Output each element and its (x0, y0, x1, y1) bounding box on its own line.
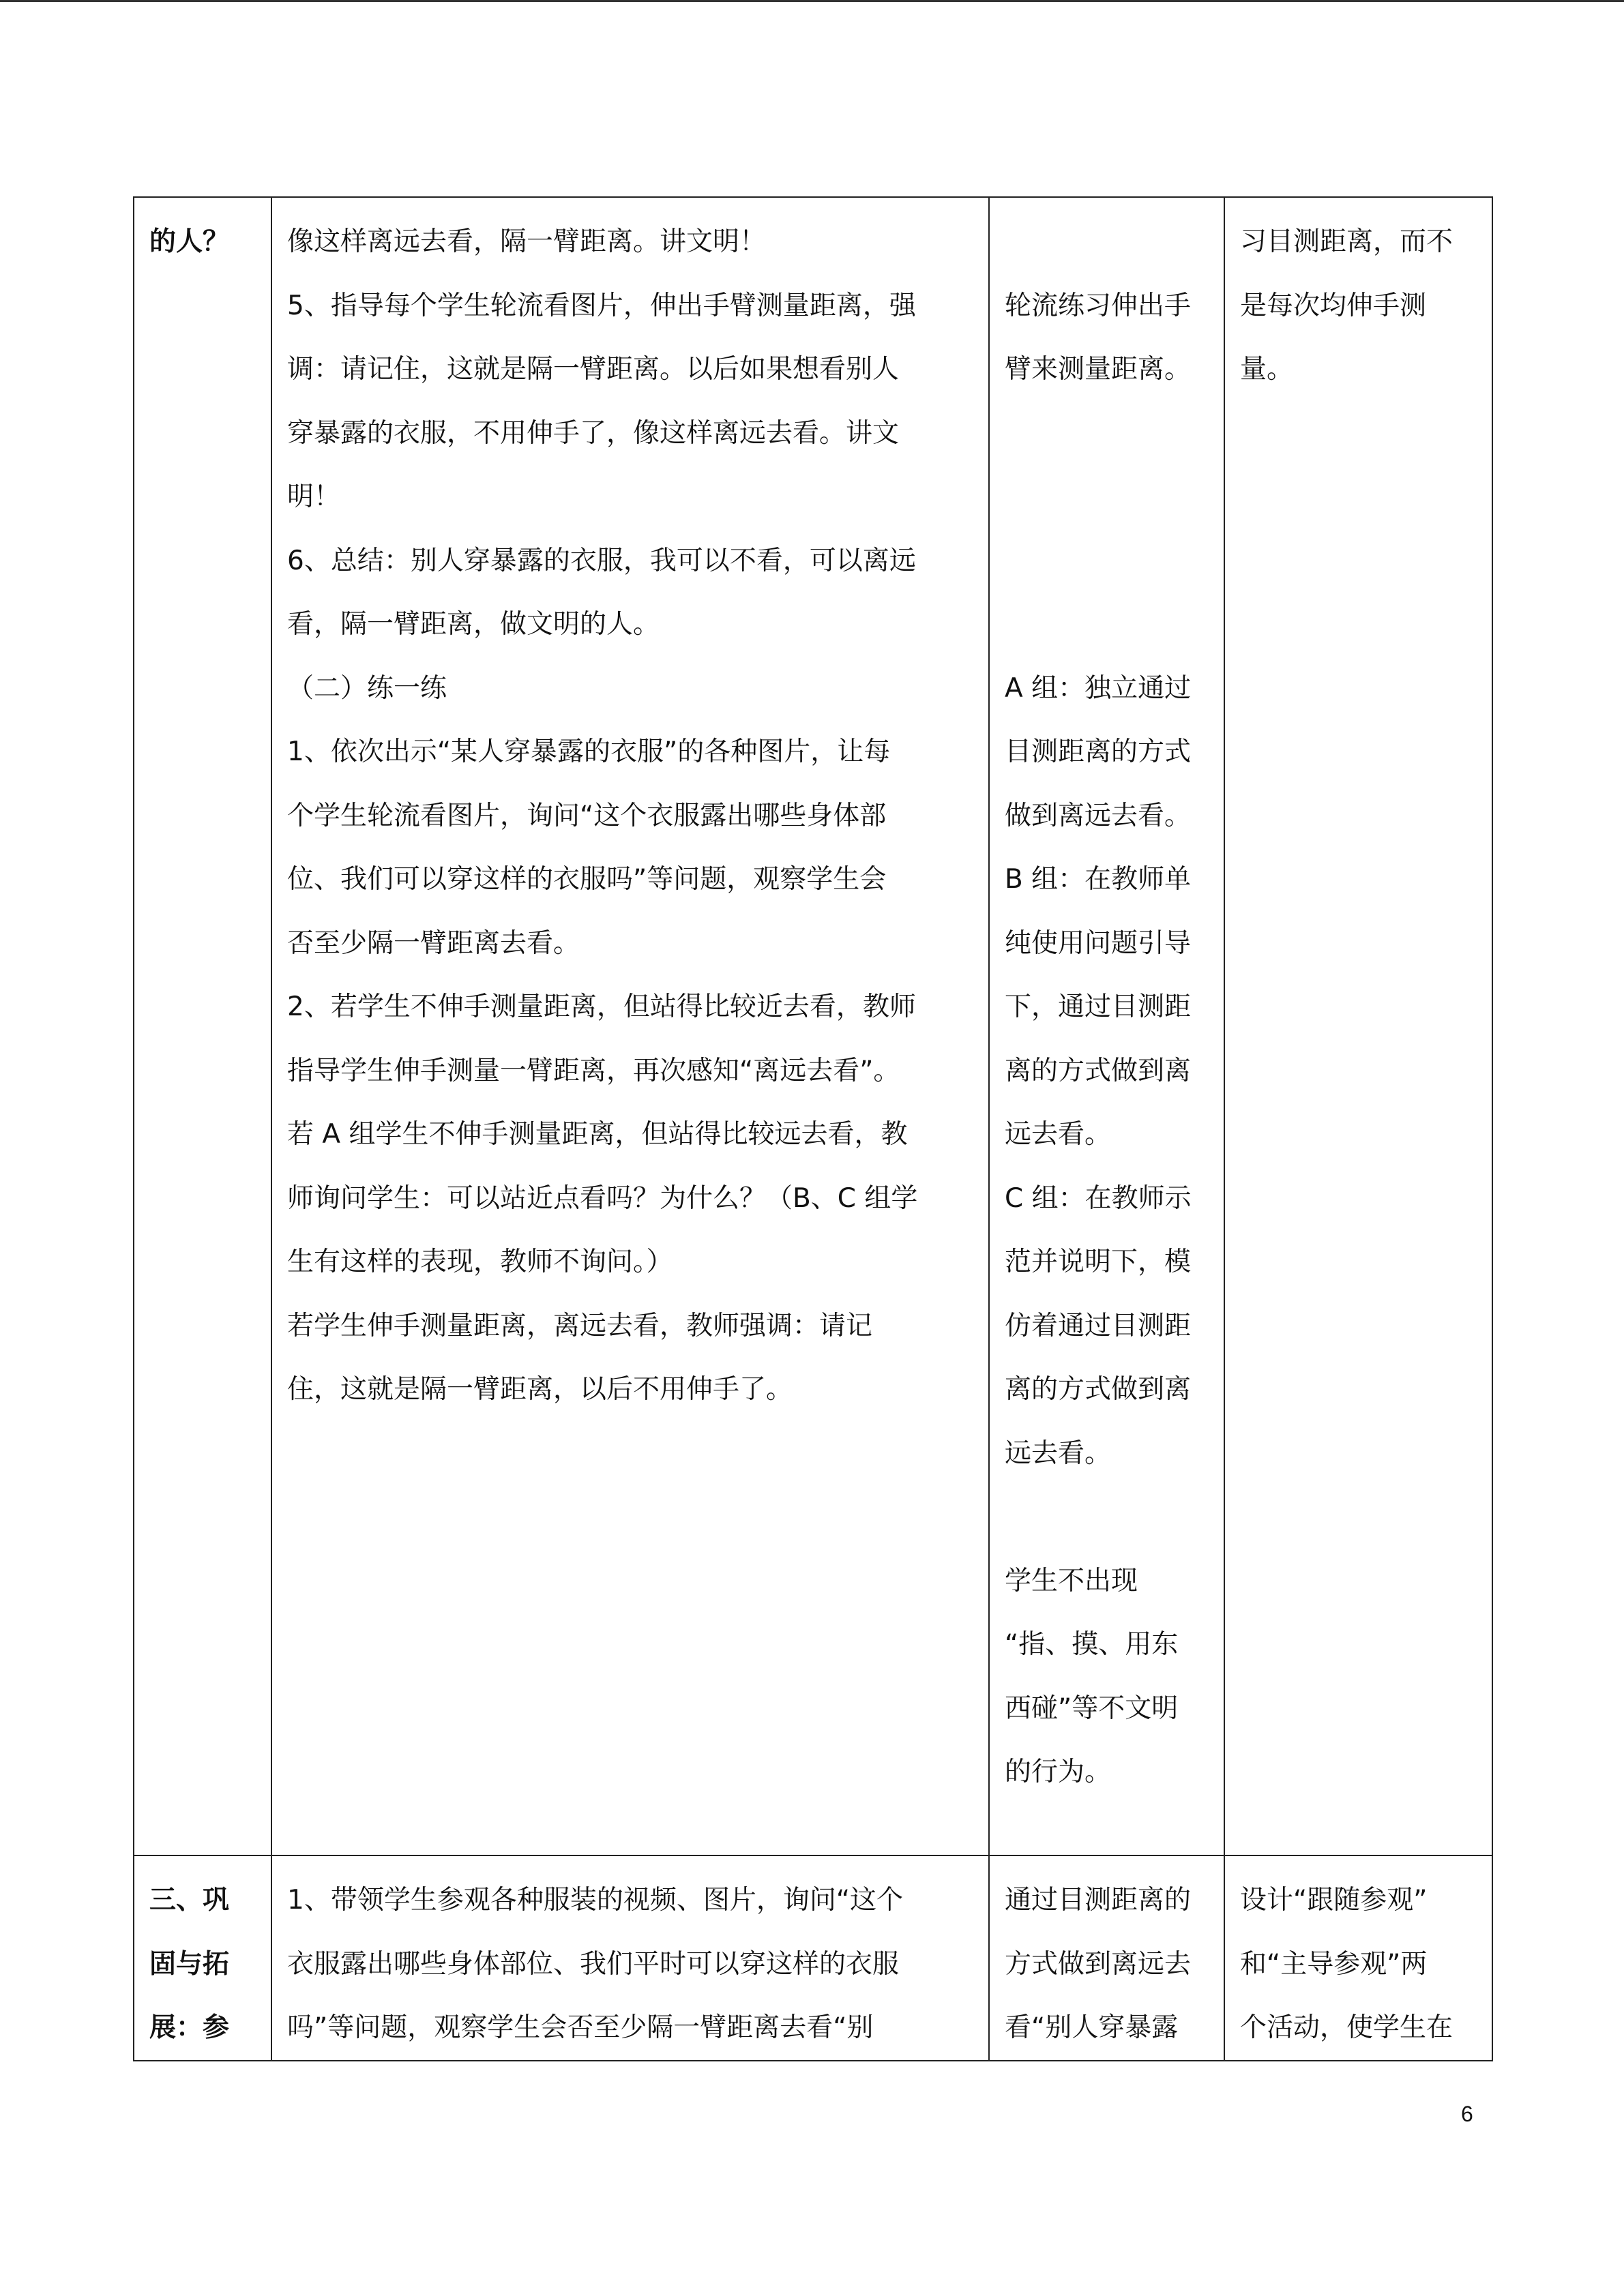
text-line: 仿着通过目测距 (1005, 1310, 1192, 1341)
text-line: 离的方式做到离 (1005, 1374, 1192, 1405)
text-line: 臂来测量距离。 (1005, 354, 1192, 385)
text-line: 展：参 (149, 2012, 230, 2043)
text-line (1005, 593, 1209, 657)
text-line (1005, 402, 1209, 466)
text-line: 量。 (1240, 354, 1294, 385)
text-line: 衣服露出哪些身体部位、我们平时可以穿这样的衣服 (287, 1948, 900, 1980)
text-line: 调：请记住，这就是隔一臂距离。以后如果想看别人 (287, 354, 900, 385)
text-line: 若 A 组学生不伸手测量距离，但站得比较远去看，教 (287, 1119, 908, 1150)
text-line: 看“别人穿暴露 (1005, 2012, 1179, 2043)
text-line: （二）练一练 (287, 672, 447, 704)
text-line: 方式做到离远去 (1005, 1948, 1192, 1980)
text-line: 做到离远去看。 (1005, 800, 1192, 831)
text-line: 看，隔一臂距离，做文明的人。 (287, 609, 660, 640)
text-line: C 组：在教师示 (1005, 1182, 1192, 1214)
lesson-plan-table (133, 196, 1493, 2061)
text-line: 固与拓 (149, 1948, 230, 1980)
text-line: 的人？ (149, 226, 230, 257)
text-line: 学生不出现 (1005, 1565, 1138, 1596)
text-line (1005, 465, 1209, 529)
row2-teaching-process-cell (271, 1855, 989, 2061)
text-line: 通过目测距离的 (1005, 1885, 1192, 1915)
text-line: 范并说明下，模 (1005, 1247, 1192, 1277)
text-line: A 组：独立通过 (1005, 672, 1192, 704)
text-line: 的行为。 (1005, 1757, 1112, 1787)
text-line: 西碰”等不文明 (1005, 1693, 1179, 1724)
text-line: 目测距离的方式 (1005, 736, 1192, 767)
text-line: 指导学生伸手测量一臂距离，再次感知“离远去看”。 (287, 1055, 900, 1086)
table-row (134, 1855, 1492, 2061)
text-line (1005, 1485, 1209, 1549)
text-line: 穿暴露的衣服，不用伸手了，像这样离远去看。讲文 (287, 417, 900, 449)
text-line: 离的方式做到离 (1005, 1055, 1192, 1086)
text-line: 6、总结：别人穿暴露的衣服，我可以不看，可以离远 (287, 545, 916, 576)
text-line: 2、若学生不伸手测量距离，但站得比较近去看，教师 (287, 992, 916, 1022)
row1-stage-cell (134, 197, 271, 1855)
table-row (134, 197, 1492, 1855)
text-line: 远去看。 (1005, 1437, 1112, 1469)
text-line: B 组：在教师单 (1005, 864, 1192, 895)
text-line: 1、依次出示“某人穿暴露的衣服”的各种图片，让每 (287, 736, 891, 767)
text-line: 若学生伸手测量距离，离远去看，教师强调：请记 (287, 1310, 873, 1341)
text-line: 远去看。 (1005, 1119, 1112, 1150)
text-line: 生有这样的表现，教师不询问。） (287, 1247, 673, 1277)
text-line (1005, 529, 1209, 593)
text-line: 轮流练习伸出手 (1005, 290, 1192, 321)
text-line: 明！ (287, 481, 341, 512)
row2-student-activity-cell (989, 1855, 1224, 2061)
text-line: 个活动，使学生在 (1240, 2012, 1453, 2043)
text-line: 纯使用问题引导 (1005, 927, 1192, 959)
page-top-border (0, 0, 1624, 2)
row2-stage-cell (134, 1855, 271, 2061)
row1-student-activity-cell (989, 197, 1224, 1855)
text-line: 是每次均伸手测 (1240, 290, 1427, 321)
text-line: 习目测距离，而不 (1240, 226, 1453, 257)
text-line: 位、我们可以穿这样的衣服吗”等问题，观察学生会 (287, 864, 887, 895)
text-line: 下，通过目测距 (1005, 992, 1192, 1022)
text-line: 否至少隔一臂距离去看。 (287, 927, 580, 959)
text-line: 和“主导参观”两 (1240, 1948, 1428, 1980)
row1-teaching-process-cell (271, 197, 989, 1855)
text-line: 1、带领学生参观各种服装的视频、图片，询问“这个 (287, 1885, 904, 1915)
text-line: 师询问学生：可以站近点看吗？为什么？（B、C 组学 (287, 1182, 918, 1214)
page-number: 6 (1461, 2102, 1473, 2126)
text-line: 吗”等问题，观察学生会否至少隔一臂距离去看“别 (287, 2012, 874, 2043)
row2-design-intent-cell (1224, 1855, 1492, 2061)
text-line: 5、指导每个学生轮流看图片，伸出手臂测量距离，强 (287, 290, 916, 321)
text-line: 住，这就是隔一臂距离，以后不用伸手了。 (287, 1374, 793, 1405)
text-line: “指、摸、用东 (1005, 1629, 1179, 1660)
row1-design-intent-cell (1224, 197, 1492, 1855)
text-line (1005, 210, 1209, 274)
text-line: 三、巩 (149, 1885, 230, 1915)
text-line: 个学生轮流看图片，询问“这个衣服露出哪些身体部 (287, 800, 887, 831)
text-line: 设计“跟随参观” (1240, 1885, 1428, 1915)
text-line: 像这样离远去看，隔一臂距离。讲文明！ (287, 226, 767, 257)
